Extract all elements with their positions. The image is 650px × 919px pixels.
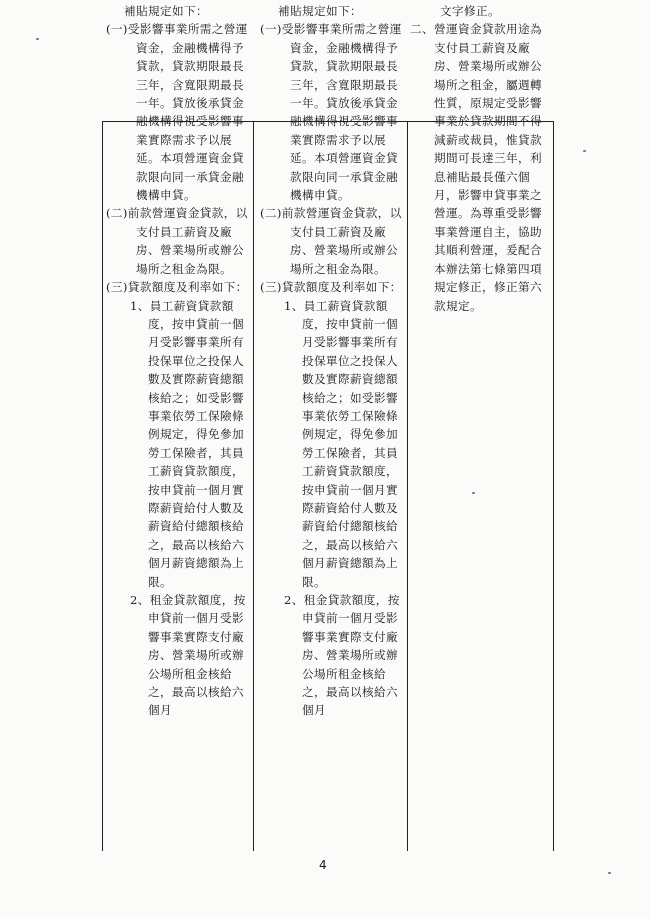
item-text: 受影響事業所需之營運資金，金融機構得予貸款，貸款期限最長三年，含寬限期最長一年。貸放後承貸金融機構得視受影響事業實際需求予以展延。本項營運資金貸款限向同一承貸金融機構申貸。 [281,22,402,203]
item-number: (一) [260,22,282,37]
sub-item [106,591,254,720]
sub-item-text: 員工薪資貸款額度，按申貸前一個月受影響事業所有投保單位之投保人數及實際薪資總額核給之；如受影響事業依勞工保險條例規定，得免參加勞工保險者，其員工薪資貸款額度，按申貸前一個月實際薪資給付人數及薪資給付總額核給之，最高以核給六個月薪資總額為上限。 [148,298,244,589]
item-number: (二) [106,206,128,221]
sub-item [106,297,254,592]
item-text: 受影響事業所需之營運資金，金融機構得予貸款，貸款期限最長三年，含寬限期最長一年。貸放後承貸金融機構得視受影響事業實際需求予以展延。本項營運資金貸款限向同一承貸金融機構申貸。 [127,22,248,203]
sub-item-text: 租金貸款額度，按申貸前一個月受影響事業實際支付廠房、營業場所或辦公場所租金核給之，最高以核給六個月 [148,593,246,718]
note-line: 文字修正。 [440,4,500,18]
section-heading: 補貼規定如下： [278,4,362,18]
item-number: (三) [260,280,282,295]
item-number: (三) [106,280,128,295]
scan-speck [583,150,586,152]
sub-item-number: 1、 [130,298,150,313]
page-number: 4 [319,858,327,872]
scan-speck [36,38,39,40]
note-item [410,20,550,315]
item-number: (二) [260,206,282,221]
sub-item-number: 2、 [284,593,304,607]
scan-speck [472,492,475,494]
list-item [260,278,406,296]
sub-item [260,591,406,720]
item-text: 前款營運資金貸款，以支付員工薪資及廠房、營業場所或辦公場所之租金為限。 [281,206,402,276]
list-item [106,204,254,278]
sub-item-number: 1、 [284,298,304,313]
sub-item-text: 員工薪資貸款額度，按申貸前一個月受影響事業所有投保單位之投保人數及實際薪資總額核給之；如受影響事業依勞工保險條例規定，得免參加勞工保險者，其員工薪資貸款額度，按申貸前一個月實際薪資給付人數及薪資給付總額核給之，最高以核給六個月薪資總額為上限。 [302,298,398,589]
item-text: 前款營運資金貸款，以支付員工薪資及廠房、營業場所或辦公場所之租金為限。 [127,206,248,276]
item-text: 貸款額度及利率如下： [281,280,402,295]
list-item [260,204,406,278]
sub-item [260,297,406,592]
sub-item-number: 2、 [130,593,150,607]
scan-speck [608,872,611,874]
section-heading: 補貼規定如下： [124,4,208,18]
column-explanation [410,2,550,315]
column-amended-text [106,2,254,720]
note-item-text: 營運資金貸款用途為支付員工薪資及廠房、營業場所或辦公場所之租金，屬週轉性質，原規定受影響事業於貸款期間不得減薪或裁員，惟貸款期間可長達三年，利息補貼最長僅六個月，影響申貸事業之營運。為尊重受影響事業營運自主，協助其順利營運，爰配合本辦法第七條第四項規定修正，修正第六款規定。 [434,22,542,313]
list-item [260,20,406,204]
list-item [106,278,254,296]
item-text: 貸款額度及利率如下： [127,280,248,295]
list-item [106,20,254,204]
note-item-number: 二、 [410,22,434,37]
column-current-text [260,2,406,720]
column-divider [407,121,408,851]
item-number: (一) [106,22,128,37]
sub-item-text: 租金貸款額度，按申貸前一個月受影響事業實際支付廠房、營業場所或辦公場所租金核給之，最高以核給六個月 [302,593,400,718]
